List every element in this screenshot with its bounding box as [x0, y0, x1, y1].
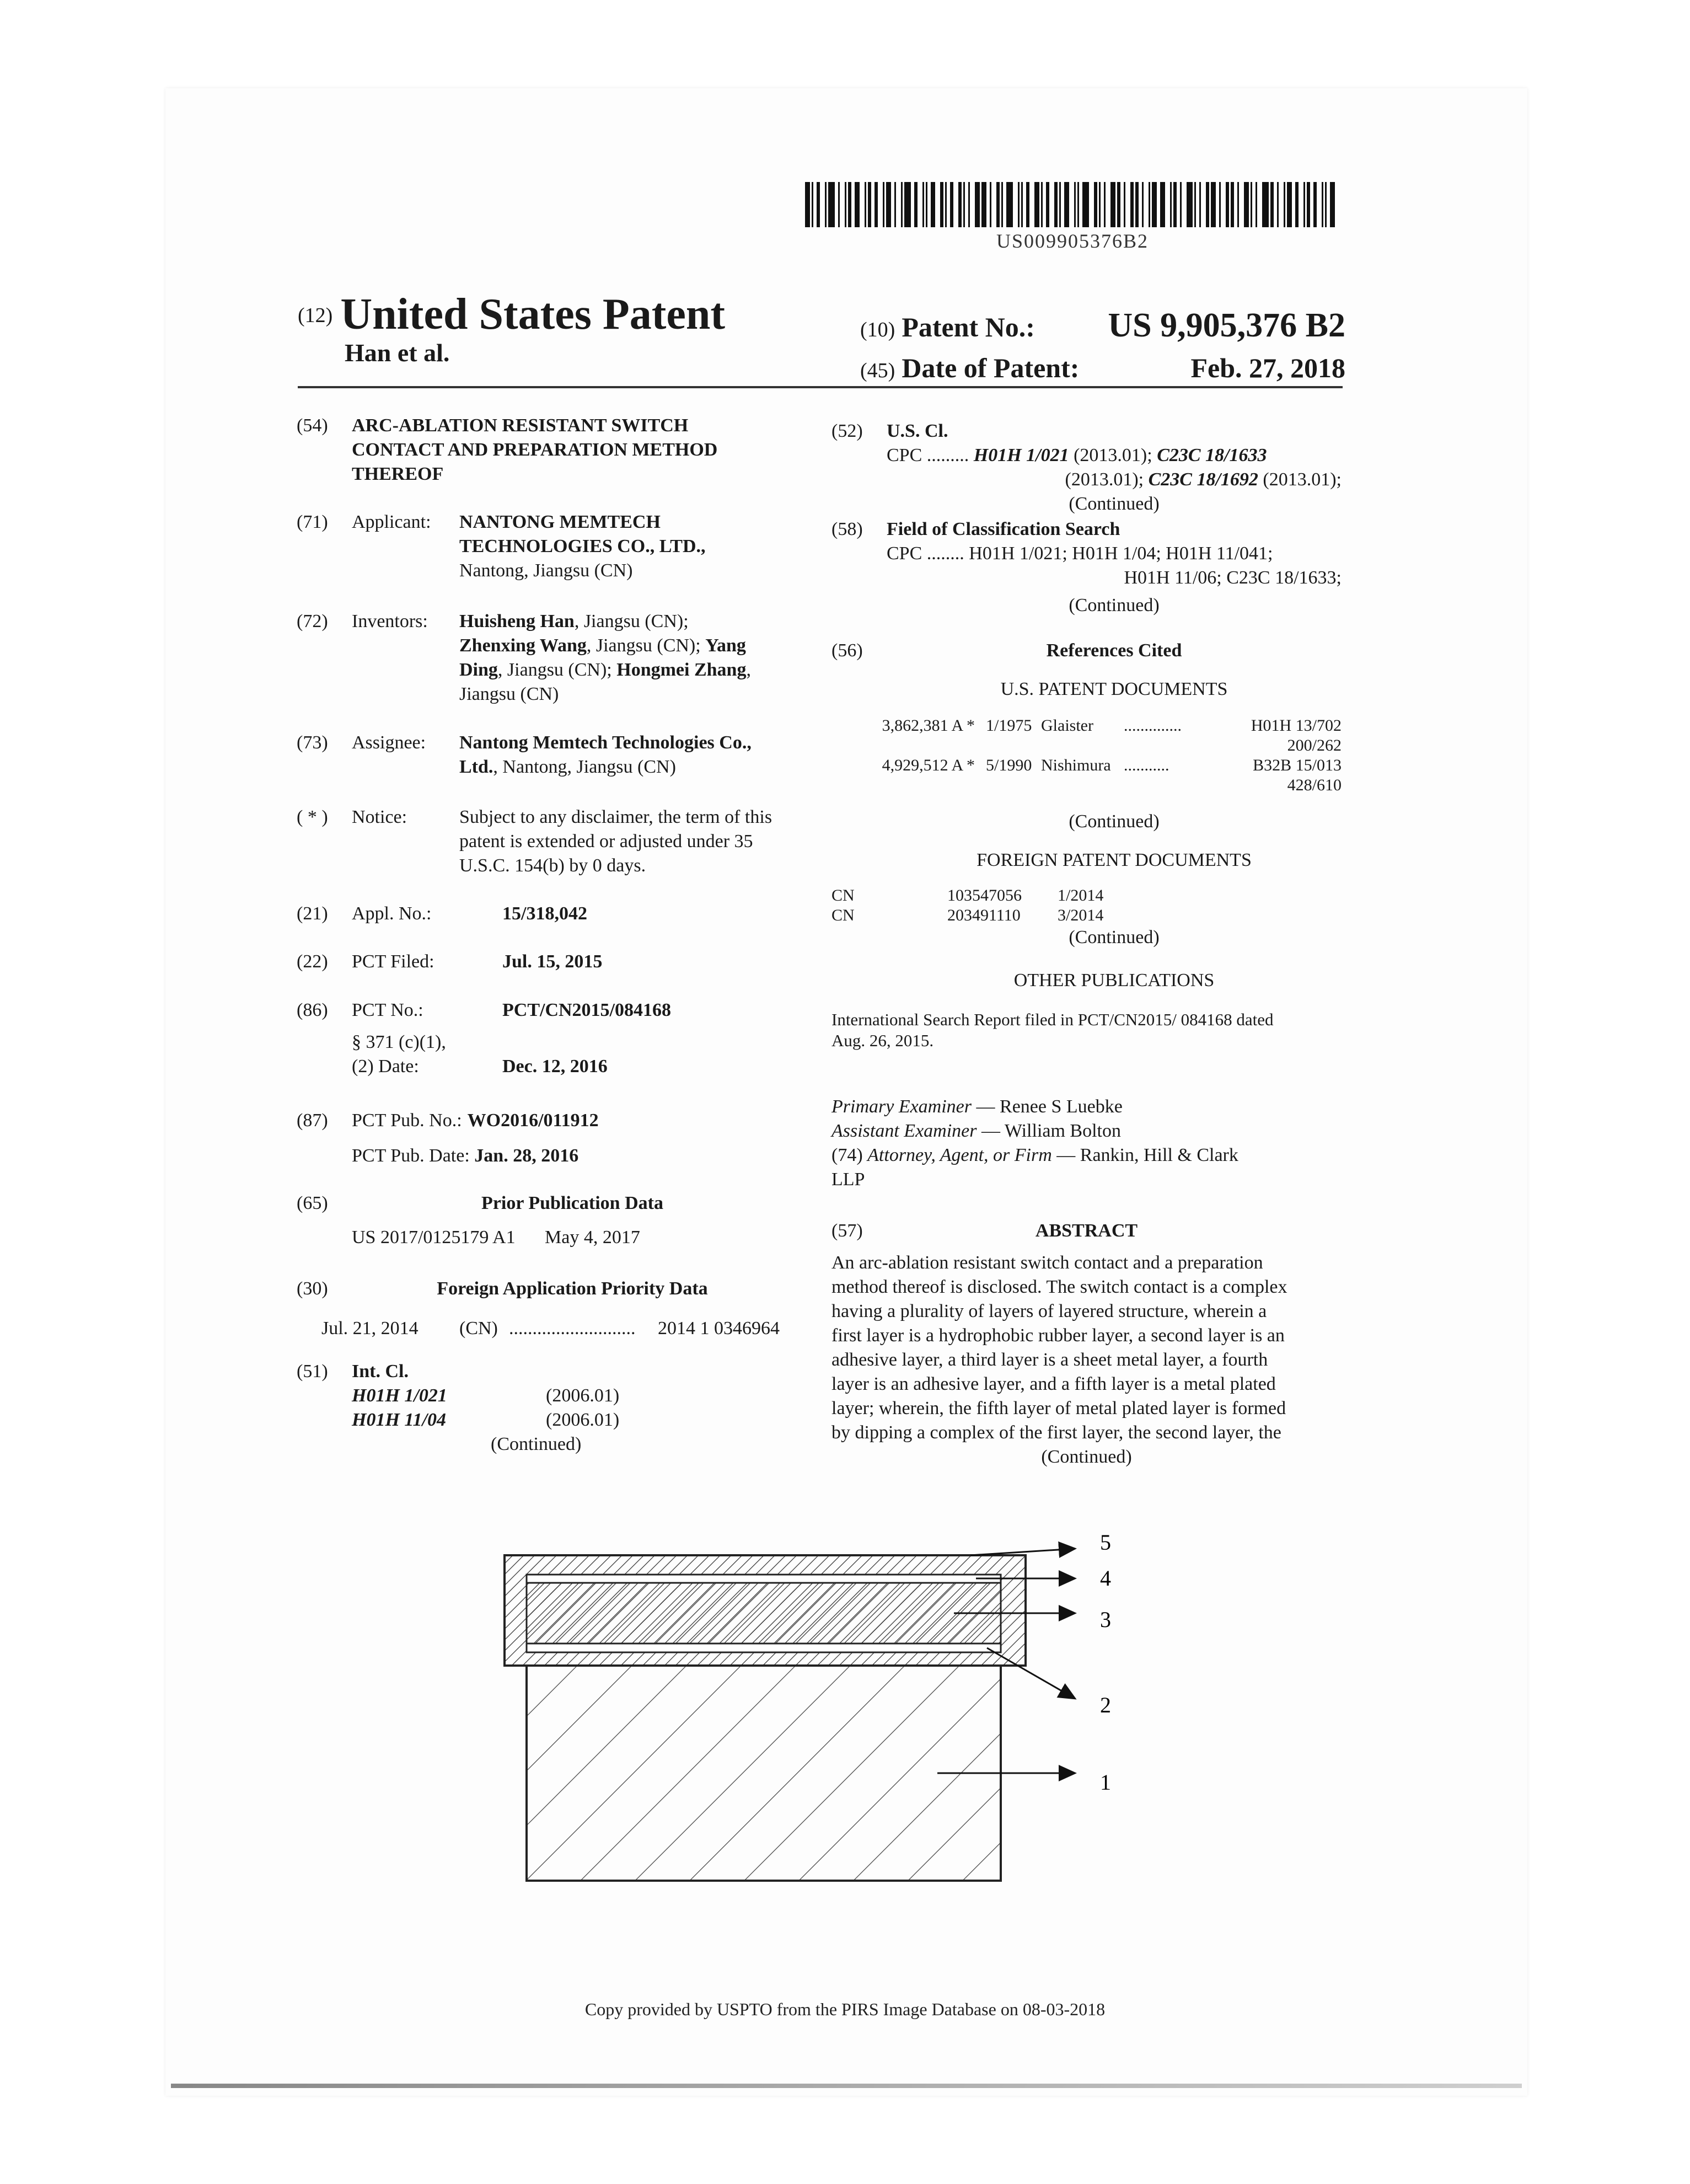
priority-country: (CN): [459, 1318, 498, 1339]
date-of-patent: Feb. 27, 2018: [1190, 352, 1345, 383]
priority-number: 2014 1 0346964: [658, 1318, 780, 1339]
barcode-bar: [926, 182, 927, 227]
inventor-name: Zhenxing Wang: [459, 635, 587, 656]
other-publication-line-2: Aug. 26, 2015.: [831, 1031, 934, 1050]
inventors-label: Inventors:: [352, 611, 428, 631]
barcode-bar: [1124, 182, 1125, 227]
layer-label-4: 4: [1100, 1566, 1111, 1591]
classification-search-heading: Field of Classification Search: [887, 519, 1120, 539]
document-type: United States Patent: [340, 290, 726, 339]
barcode-bar: [1295, 182, 1299, 227]
barcode-bar: [1270, 182, 1274, 227]
layer-2-adhesive: [527, 1644, 1001, 1652]
int-cl-version: (2006.01): [546, 1385, 620, 1406]
inid-code: (65): [297, 1193, 328, 1213]
prior-pub-number: US 2017/0125179 A1: [352, 1227, 516, 1248]
layer-1-rubber: [527, 1666, 1001, 1881]
int-cl-continued: (Continued): [491, 1434, 582, 1454]
inid-code: (58): [831, 519, 863, 539]
barcode-bar: [1041, 182, 1043, 227]
pct-no-label: PCT No.:: [352, 1000, 423, 1020]
abstract-line: by dipping a complex of the first layer, the second layer, the: [831, 1422, 1281, 1443]
cpc-version: (2013.01);: [1065, 469, 1149, 490]
inid-code: (87): [297, 1110, 328, 1131]
inventor-location: , Jiangsu (CN);: [574, 611, 689, 631]
barcode-bar: [838, 182, 840, 227]
barcode-bar: [1287, 182, 1292, 227]
inid-code: (52): [831, 421, 863, 441]
barcode-bar: [990, 182, 991, 227]
pct-pub-no-label: PCT Pub. No.:: [352, 1110, 462, 1131]
barcode-bar: [1054, 182, 1058, 227]
barcode-bar: [1251, 182, 1252, 227]
invention-title-line-1: ARC-ABLATION RESISTANT SWITCH: [352, 415, 689, 436]
barcode-bar: [1231, 182, 1234, 227]
ref-date: 5/1990: [986, 756, 1032, 774]
barcode-bar: [1074, 182, 1076, 227]
us-patent-documents-heading: U.S. PATENT DOCUMENTS: [1000, 679, 1228, 699]
barcode-bar: [817, 182, 820, 227]
barcode-bar: [950, 182, 953, 227]
inid-code: (57): [831, 1221, 863, 1241]
barcode-bar: [1237, 182, 1239, 227]
pct-pub-date: Jan. 28, 2016: [474, 1145, 579, 1166]
barcode-bar: [1018, 182, 1020, 227]
section-371: § 371 (c)(1),: [352, 1032, 446, 1052]
priority-dots: ...........................: [509, 1318, 636, 1339]
patent-title-header: [298, 290, 725, 340]
ref-class: B32B 15/013: [1253, 756, 1342, 774]
foreign-reference-list: [831, 886, 1342, 925]
foreign-patent-documents-heading: FOREIGN PATENT DOCUMENTS: [977, 850, 1252, 870]
appl-no: 15/318,042: [502, 903, 587, 924]
prior-publication-heading: Prior Publication Data: [481, 1193, 663, 1213]
footer-copy-notice: Copy provided by USPTO from the PIRS Image Database on 08-03-2018: [584, 1999, 1106, 2019]
abstract-line: first layer is a hydrophobic rubber layer, a second layer is an: [831, 1325, 1285, 1346]
pct-filed-label: PCT Filed:: [352, 951, 434, 972]
us-reference-row: [831, 756, 1342, 795]
us-reference-list: [831, 716, 1342, 795]
assistant-examiner-label: Assistant Examiner: [831, 1121, 977, 1141]
us-cl-heading: U.S. Cl.: [887, 421, 948, 441]
barcode: [805, 182, 1340, 253]
foreign-priority-heading: Foreign Application Priority Data: [437, 1278, 708, 1299]
barcode-bar: [1160, 182, 1165, 227]
barcode-bar: [1173, 182, 1177, 227]
barcode-bar: [1262, 182, 1269, 227]
field-58-classification-search: [831, 517, 1342, 618]
attorney: — Rankin, Hill & Clark: [1051, 1145, 1238, 1165]
ref-number: 3,862,381 A *: [882, 716, 975, 735]
notice: [297, 805, 793, 878]
inventor-name: Ding: [459, 660, 498, 680]
assistant-examiner: — William Bolton: [977, 1121, 1121, 1141]
barcode-bar: [1034, 182, 1039, 227]
barcode-bar: [1284, 182, 1285, 227]
barcode-bar: [883, 182, 884, 227]
us-cl-continued: (Continued): [1069, 494, 1160, 514]
barcode-bar: [1099, 182, 1101, 227]
barcode-bar: [975, 182, 980, 227]
assignee-line-1: Nantong Memtech Technologies Co.,: [459, 732, 752, 753]
inid-code: ( * ): [297, 807, 328, 827]
cpc-version: (2013.01);: [1258, 469, 1342, 490]
barcode-bar: [1187, 182, 1193, 227]
inid-code-45: (45): [860, 359, 895, 382]
authors: Han et al.: [345, 339, 450, 367]
barcode-bar: [1130, 182, 1134, 227]
cpc-version: (2013.01);: [1069, 445, 1157, 465]
barcode-bar: [1110, 182, 1115, 227]
barcode-bar: [1211, 182, 1216, 227]
barcode-bar: [914, 182, 918, 227]
applicant-line-3: Nantong, Jiangsu (CN): [459, 560, 633, 581]
prior-pub-date: May 4, 2017: [545, 1227, 640, 1248]
ref-class: H01H 13/702: [1251, 716, 1342, 735]
barcode-bar: [940, 182, 943, 227]
layer-label-3: 3: [1100, 1607, 1111, 1632]
barcode-bar: [1206, 182, 1209, 227]
applicant-line-1: NANTONG MEMTECH: [459, 512, 661, 532]
notice-line-2: patent is extended or adjusted under 35: [459, 831, 753, 852]
applicant-line-2: TECHNOLOGIES CO., LTD.,: [459, 536, 706, 556]
abstract-line: having a plurality of layers of layered structure, wherein a: [831, 1301, 1267, 1321]
classification-search-line-2: H01H 11/06; C23C 18/1633;: [1124, 568, 1342, 588]
foreign-continued: (Continued): [1069, 927, 1160, 948]
patent-number-block: [860, 306, 1345, 390]
attorney-line-2: LLP: [831, 1169, 865, 1190]
inid-code: (86): [297, 1000, 328, 1020]
cpc-class: H01H 1/021: [973, 445, 1069, 465]
attorney-label: Attorney, Agent, or Firm: [867, 1145, 1052, 1165]
layer-label-5: 5: [1100, 1530, 1111, 1555]
cpc-class: C23C 18/1633: [1157, 445, 1267, 465]
foreign-number: 203491110: [947, 906, 1021, 924]
date-371-label: (2) Date:: [352, 1056, 419, 1077]
barcode-bar: [968, 182, 970, 227]
inventor-name: Hongmei Zhang: [616, 660, 747, 680]
field-22-pct-filed: [297, 950, 793, 974]
foreign-number: 103547056: [947, 886, 1022, 904]
field-52-us-cl: [831, 419, 1342, 516]
inid-code: (54): [297, 415, 328, 436]
inventor-name: Huisheng Han: [459, 611, 575, 631]
assignee-line-2-bold: Ltd.: [459, 757, 493, 777]
barcode-bar: [981, 182, 986, 227]
barcode-bar: [1313, 182, 1317, 227]
barcode-bar: [963, 182, 965, 227]
other-publication: [831, 1009, 1342, 1051]
invention-title-line-3: THEREOF: [352, 464, 444, 484]
barcode-bar: [1001, 182, 1003, 227]
field-65-prior-publication: [297, 1191, 793, 1250]
field-57-abstract: [831, 1219, 1342, 1469]
barcode-bar: [1104, 182, 1106, 227]
foreign-country: CN: [831, 886, 855, 904]
ref-date: 1/1975: [986, 716, 1032, 735]
foreign-reference-row: [831, 886, 1342, 906]
barcode-bar: [996, 182, 1000, 227]
invention-title-line-2: CONTACT AND PREPARATION METHOD: [352, 440, 718, 460]
cpc-dots: .........: [926, 445, 969, 465]
field-72-inventors: [297, 609, 793, 706]
barcode-bar: [874, 182, 878, 227]
ref-subclass: 428/610: [1287, 776, 1342, 794]
cpc-label: CPC: [887, 445, 922, 465]
barcode-bar: [1180, 182, 1182, 227]
foreign-country: CN: [831, 906, 855, 924]
patent-no-label: Patent No.:: [902, 312, 1035, 342]
field-87-pct-pub: [297, 1109, 793, 1168]
references-continued: (Continued): [1069, 811, 1160, 832]
inid-code-10: (10): [860, 318, 895, 341]
barcode-bar: [1322, 182, 1323, 227]
inid-code: (30): [297, 1278, 328, 1299]
int-cl-version: (2006.01): [546, 1410, 620, 1430]
patent-number: US 9,905,376 B2: [1108, 307, 1345, 344]
abstract-continued: (Continued): [1041, 1447, 1132, 1467]
barcode-bar: [1325, 182, 1327, 227]
layer-label-1: 1: [1100, 1770, 1111, 1795]
barcode-bar: [1226, 182, 1229, 227]
barcode-bar: [855, 182, 860, 227]
other-publications-heading: OTHER PUBLICATIONS: [1013, 970, 1215, 991]
barcode-number: US009905376B2: [996, 230, 1149, 252]
foreign-reference-row: [831, 906, 1342, 925]
barcode-bars: [805, 182, 1340, 227]
barcode-bar: [1006, 182, 1013, 227]
barcode-bar: [1142, 182, 1144, 227]
inid-code: (56): [831, 640, 863, 661]
header-rule: [298, 386, 1343, 388]
assignee-label: Assignee:: [352, 732, 426, 753]
abstract-line: method thereof is disclosed. The switch contact is a complex: [831, 1277, 1287, 1297]
date-of-patent-label: Date of Patent:: [902, 352, 1080, 383]
inid-code: (71): [297, 512, 328, 532]
barcode-bar: [1149, 182, 1150, 227]
layer-structure-figure: [496, 1528, 1213, 1892]
foreign-date: 3/2014: [1058, 906, 1104, 924]
barcode-bar: [1194, 182, 1196, 227]
barcode-bar: [1307, 182, 1310, 227]
primary-examiner: — Renee S Luebke: [972, 1096, 1123, 1117]
barcode-bar: [865, 182, 866, 227]
field-73-assignee: [297, 731, 793, 779]
barcode-bar: [1059, 182, 1061, 227]
barcode-bar: [945, 182, 947, 227]
barcode-bar: [1117, 182, 1120, 227]
ref-subclass: 200/262: [1287, 736, 1342, 754]
ref-name: Nishimura: [1041, 756, 1111, 774]
cpc-class: C23C 18/1692: [1148, 469, 1258, 490]
barcode-bar: [1170, 182, 1172, 227]
barcode-bar: [1219, 182, 1221, 227]
primary-examiner-label: Primary Examiner: [831, 1096, 972, 1117]
inid-code: (51): [297, 1361, 328, 1382]
priority-date: Jul. 21, 2014: [321, 1318, 419, 1339]
barcode-bar: [1152, 182, 1157, 227]
ref-dots: ..............: [1124, 716, 1182, 735]
barcode-bar: [1277, 182, 1279, 227]
notice-label: Notice:: [352, 807, 407, 827]
abstract-line: An arc-ablation resistant switch contact and a preparation: [831, 1252, 1263, 1273]
field-30-foreign-priority: [297, 1277, 793, 1341]
barcode-bar: [805, 182, 810, 227]
pct-pub-no: WO2016/011912: [467, 1110, 599, 1131]
inventor-name: Yang: [705, 635, 746, 656]
barcode-bar: [1135, 182, 1139, 227]
examiners: [831, 1095, 1342, 1192]
us-reference-row: [831, 716, 1342, 756]
appl-no-label: Appl. No.:: [352, 903, 432, 924]
abstract-text: [831, 1251, 1342, 1445]
inid-code-74: (74): [831, 1145, 868, 1165]
ref-number: 4,929,512 A *: [882, 756, 975, 774]
inid-code: (22): [297, 951, 328, 972]
int-cl-heading: Int. Cl.: [352, 1361, 409, 1382]
inventor-location: , Jiangsu (CN);: [586, 635, 706, 656]
barcode-bar: [828, 182, 835, 227]
layer-4-adhesive: [527, 1575, 1001, 1583]
pct-pub-date-label: PCT Pub. Date:: [352, 1145, 470, 1166]
field-86-pct-no: [297, 998, 793, 1079]
barcode-bar: [922, 182, 924, 227]
abstract-heading: ABSTRACT: [1035, 1221, 1138, 1241]
barcode-bar: [848, 182, 851, 227]
field-54-title: [297, 414, 793, 486]
layer-label-2: 2: [1100, 1693, 1111, 1717]
ref-name: Glaister: [1041, 716, 1093, 735]
abstract-line: layer is an adhesive layer, and a fifth layer is a metal plated: [831, 1374, 1276, 1394]
barcode-bar: [1026, 182, 1029, 227]
field-51-int-cl: [297, 1359, 793, 1457]
barcode-bar: [1077, 182, 1079, 227]
abstract-line: layer; wherein, the fifth layer of metal plated layer is formed: [831, 1398, 1286, 1418]
barcode-bar: [1046, 182, 1049, 227]
barcode-bar: [845, 182, 846, 227]
pct-no: PCT/CN2015/084168: [502, 1000, 671, 1020]
classification-search-line-1: CPC ........ H01H 1/021; H01H 1/04; H01H 11/041;: [887, 543, 1273, 564]
barcode-bar: [1094, 182, 1097, 227]
inventor-location: ,: [746, 660, 751, 680]
barcode-bar: [904, 182, 911, 227]
inid-code: (72): [297, 611, 328, 631]
barcode-bar: [1244, 182, 1249, 227]
inid-code: (21): [297, 903, 328, 924]
barcode-bar: [958, 182, 962, 227]
barcode-bar: [931, 182, 936, 227]
inventor-location: Jiangsu (CN): [459, 684, 559, 704]
barcode-bar: [1330, 182, 1335, 227]
barcode-bar: [1303, 182, 1305, 227]
barcode-bar: [812, 182, 813, 227]
layer-3-sheet-metal: [527, 1583, 1001, 1644]
int-cl-class: H01H 11/04: [352, 1410, 446, 1430]
other-publication-line-1: International Search Report filed in PCT/CN2015/ 084168 dated: [831, 1010, 1274, 1029]
barcode-bar: [901, 182, 903, 227]
assignee-line-2: , Nantong, Jiangsu (CN): [493, 757, 676, 777]
barcode-bar: [886, 182, 891, 227]
barcode-bar: [1082, 182, 1089, 227]
abstract-line: adhesive layer, a third layer is a sheet metal layer, a fourth: [831, 1350, 1268, 1370]
barcode-bar: [1064, 182, 1069, 227]
classification-search-continued: (Continued): [1069, 595, 1160, 615]
applicant-label: Applicant:: [352, 512, 431, 532]
field-56-references: [831, 639, 1342, 1051]
notice-line-1: Subject to any disclaimer, the term of this: [459, 807, 772, 827]
field-21-appl-no: [297, 902, 793, 926]
barcode-bar: [1256, 182, 1257, 227]
references-heading: References Cited: [1046, 640, 1182, 661]
inid-code: (73): [297, 732, 328, 753]
foreign-date: 1/2014: [1058, 886, 1104, 904]
pct-filed-date: Jul. 15, 2015: [502, 951, 603, 972]
barcode-bar: [868, 182, 871, 227]
notice-line-3: U.S.C. 154(b) by 0 days.: [459, 855, 646, 876]
barcode-bar: [1021, 182, 1023, 227]
inventor-location: , Jiangsu (CN);: [497, 660, 617, 680]
field-71-applicant: [297, 510, 793, 583]
date-371: Dec. 12, 2016: [502, 1056, 608, 1077]
ref-dots: ...........: [1124, 756, 1169, 774]
barcode-bar: [894, 182, 896, 227]
barcode-bar: [1199, 182, 1201, 227]
int-cl-class: H01H 1/021: [352, 1385, 447, 1406]
inid-code-12: (12): [298, 304, 333, 327]
scan-edge: [171, 2084, 1522, 2088]
barcode-bar: [825, 182, 827, 227]
